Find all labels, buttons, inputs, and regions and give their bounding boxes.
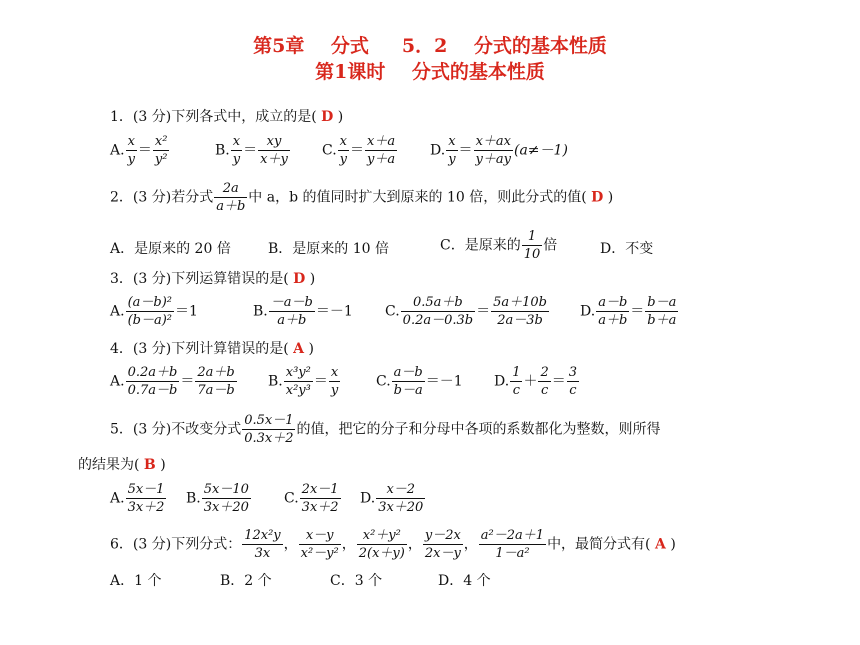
q3-option-c: C. $\frac{0.5a+b}{0.2a-0.3b}$ ＝ $\frac{5a+10b}{2a-3b}$ — [385, 295, 547, 328]
q4-option-a: A. $\frac{0.2a+b}{0.7a-b}$ ＝ $\frac{2a+b}{7a-b}$ — [110, 365, 235, 398]
q2-option-b: B．是原来的 10 倍 — [268, 241, 390, 257]
q4-option-b: B. $\frac{\text{x³y²}}{\text{x²y³}}$ ＝ $\frac{x}{y}$ — [268, 365, 339, 398]
q1-option-c: C. $\frac{x}{y}$ ＝ $\frac{x+a}{y+a}$ — [322, 134, 396, 167]
answer-6: A — [654, 536, 666, 553]
q3-option-d: D. $\frac{a-b}{a+b}$ ＝ $\frac{b-a}{b+a}$ — [580, 295, 677, 328]
chapter-title: 第5章 分式 5．2 分式的基本性质 — [253, 35, 607, 57]
q1-option-d: D. $\frac{x}{y}$ ＝ $\frac{x+ax}{y+ay}$ (a≠－1) — [430, 134, 568, 167]
q5-option-d: D. $\frac{x-2}{3x+20}$ — [360, 482, 424, 515]
answer-2: D — [591, 189, 604, 206]
q4-option-c: C. $\frac{a-b}{b-a}$ ＝－1 — [376, 365, 463, 398]
q3-option-a: A. $\frac{\text{(a－b)²}}{\text{(b－a)²}}$ ＝1 — [110, 295, 198, 328]
question-6-stem: 6．(3 分)下列分式： $\frac{\text{12x²y}}{3x}$ ， $\frac{x-y}{\text{x²－y²}}$ ， $\frac{\text{x²＋y²}}{2(x+y)}$ ， $\frac{y-2x}{2x-y}$ ， $\frac{\text{a²－2a＋1}}{\text{1－a²}}$ 中，最简分式有( A ) — [110, 528, 676, 561]
q3-option-b: B. $\frac{-a-b}{a+b}$ ＝－1 — [253, 295, 353, 328]
question-1-stem: 1．(3 分)下列各式中，成立的是( D ) — [110, 109, 344, 125]
q6-option-a: A．1 个 — [110, 573, 162, 589]
q2-option-a: A．是原来的 20 倍 — [110, 241, 231, 257]
question-4-stem: 4．(3 分)下列计算错误的是( A ) — [110, 341, 314, 357]
q5-option-c: C. $\frac{2x-1}{3x+2}$ — [284, 482, 339, 515]
lesson-title: 第1课时 分式的基本性质 — [315, 61, 545, 83]
q2-option-c: C．是原来的 $\frac{1}{10}$ 倍 — [440, 229, 558, 262]
answer-4: A — [293, 341, 304, 357]
question-2-stem: 2．(3 分)若分式 $\frac{2a}{a+b}$ 中 a，b 的值同时扩大到原来的 10 倍，则此分式的值( D ) — [110, 181, 614, 214]
q1-option-b: B. $\frac{x}{y}$ ＝ $\frac{xy}{x+y}$ — [215, 134, 288, 167]
q2-option-d: D．不变 — [600, 241, 654, 257]
q5-option-b: B. $\frac{5x-10}{3x+20}$ — [186, 482, 249, 515]
q5-option-a: A. $\frac{5x-1}{3x+2}$ — [110, 482, 165, 515]
q6-option-b: B．2 个 — [220, 573, 272, 589]
q4-option-d: D. $\frac{1}{c}$ ＋ $\frac{2}{c}$ ＝ $\frac{3}{c}$ — [494, 365, 578, 398]
question-3-stem: 3．(3 分)下列运算错误的是( D ) — [110, 271, 316, 287]
q6-option-c: C．3 个 — [330, 573, 383, 589]
answer-3: D — [293, 271, 306, 287]
q6-option-d: D．4 个 — [438, 573, 491, 589]
answer-1: D — [321, 109, 334, 125]
answer-5: B — [143, 457, 156, 473]
q1-option-a: A. $\frac{x}{y}$ ＝ $\frac{\text{x²}}{\text{y²}}$ — [110, 134, 168, 167]
question-5-line2: 的结果为( B ) — [78, 457, 166, 473]
question-5-stem: 5．(3 分)不改变分式 $\frac{0.5x-1}{0.3x+2}$ 的值，把它的分子和分母中各项的系数都化为整数，则所得 — [110, 413, 661, 446]
